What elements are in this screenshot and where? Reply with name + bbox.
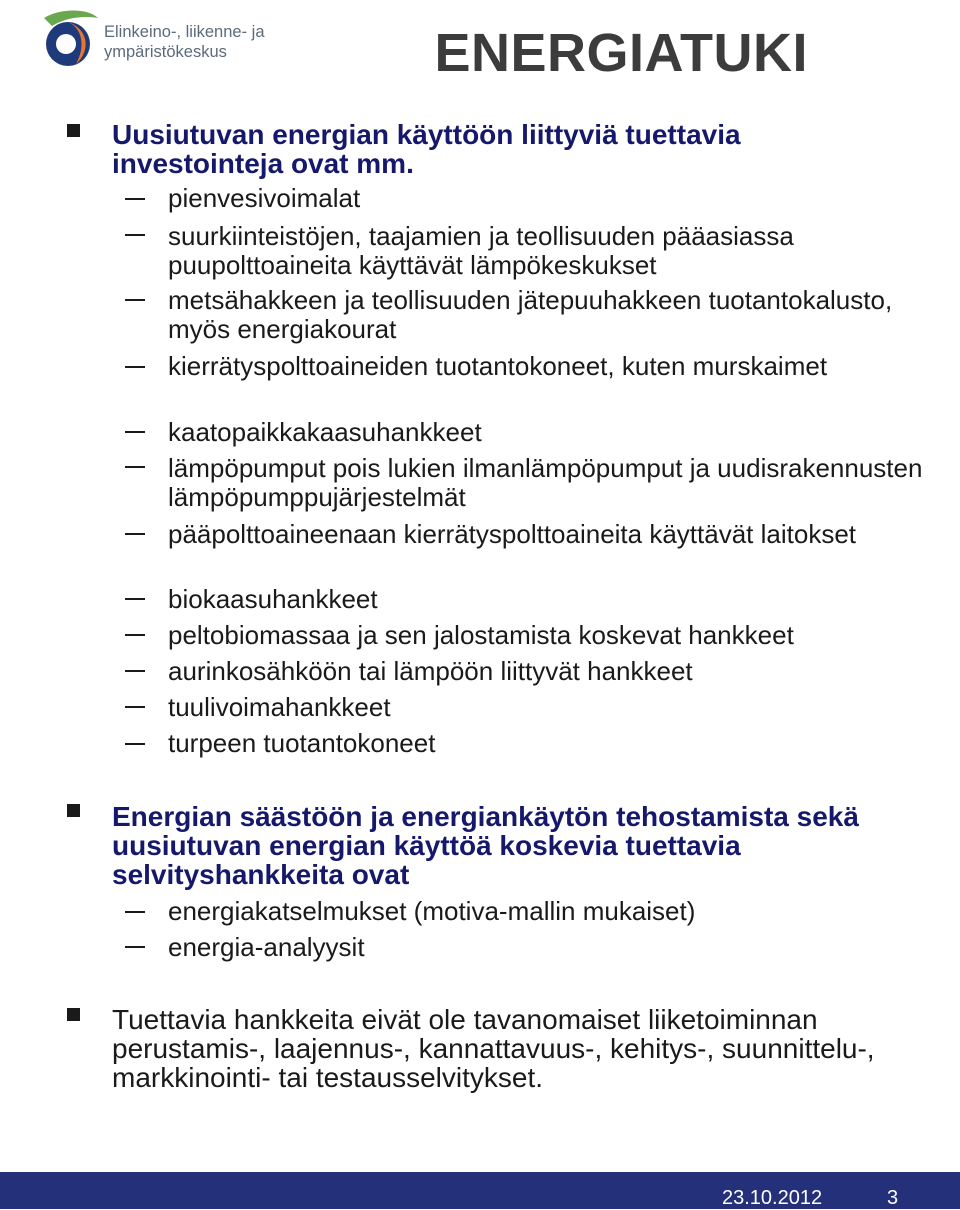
dash-icon	[125, 946, 145, 948]
dash-icon	[125, 743, 145, 745]
sub-item-text: aurinkosähköön tai lämpöön liittyvät hankkeet	[168, 656, 693, 686]
sub-item-text: turpeen tuotantokoneet	[168, 728, 436, 758]
sub-item-text: tuulivoimahankkeet	[168, 692, 391, 722]
sub-item-text: metsähakkeen ja teollisuuden jätepuuhakkeen tuotantokalusto, myös energiakourat	[168, 285, 893, 344]
sub-item-text: kierrätyspolttoaineiden tuotantokoneet, kuten murskaimet	[168, 351, 828, 381]
logo-line-1: Elinkeino-, liikenne- ja	[104, 23, 265, 41]
dash-icon	[125, 670, 145, 672]
sub-item-text: peltobiomassaa ja sen jalostamista koskevat hankkeet	[168, 620, 794, 650]
sub-item-text: suurkiinteistöjen, taajamien ja teollisuuden pääasiassa puupolttoaineita käyttävät lämpökeskukset	[168, 221, 794, 280]
bullet-2-heading: Energian säästöön ja energiankäytön tehostamista sekä uusiutuvan energian käyttöä koskevia tuettavia selvityshankkeita ovat	[112, 801, 859, 890]
dash-icon	[125, 634, 145, 636]
dash-icon	[125, 706, 145, 708]
dash-icon	[125, 366, 145, 368]
sub-item-text: energiakatselmukset (motiva-mallin mukaiset)	[168, 896, 696, 926]
bullet-square-icon	[67, 1008, 80, 1021]
bullet-1-heading: Uusiutuvan energian käyttöön liittyviä tuettavia investointeja ovat mm.	[112, 119, 741, 179]
bullet-square-icon	[67, 804, 80, 817]
footer-bar	[0, 1172, 960, 1209]
dash-icon	[125, 234, 145, 236]
sub-item-text: energia-analyysit	[168, 932, 365, 962]
logo-line-2: ympäristökeskus	[104, 43, 227, 61]
dash-icon	[125, 533, 145, 535]
sub-item-text: lämpöpumput pois lukien ilmanlämpöpumput ja uudisrakennusten lämpöpumppujärjestelmät	[168, 453, 923, 512]
dash-icon	[125, 198, 145, 200]
footer-date: 23.10.2012	[722, 1187, 823, 1209]
bullet-square-icon	[67, 124, 80, 137]
page-title: ENERGIATUKI	[434, 23, 808, 83]
dash-icon	[125, 598, 145, 600]
sub-item-text: pienvesivoimalat	[168, 183, 361, 213]
sub-item-text: biokaasuhankkeet	[168, 584, 378, 614]
dash-icon	[125, 911, 145, 913]
page-number: 3	[887, 1187, 899, 1209]
bullet-3-text: Tuettavia hankkeita eivät ole tavanomaiset liiketoiminnan perustamis-, laajennus-, kannattavuus-, kehitys-, suunnittelu-, markkinointi- tai testausselvitykset.	[112, 1004, 875, 1093]
dash-icon	[125, 466, 145, 468]
logo-text	[104, 22, 265, 62]
logo	[38, 6, 278, 70]
ely-logo-icon	[38, 6, 102, 70]
dash-icon	[125, 431, 145, 433]
dash-icon	[125, 299, 145, 301]
sub-item-text: pääpolttoaineenaan kierrätyspolttoaineita käyttävät laitokset	[168, 519, 856, 549]
sub-item-text: kaatopaikkakaasuhankkeet	[168, 417, 482, 447]
